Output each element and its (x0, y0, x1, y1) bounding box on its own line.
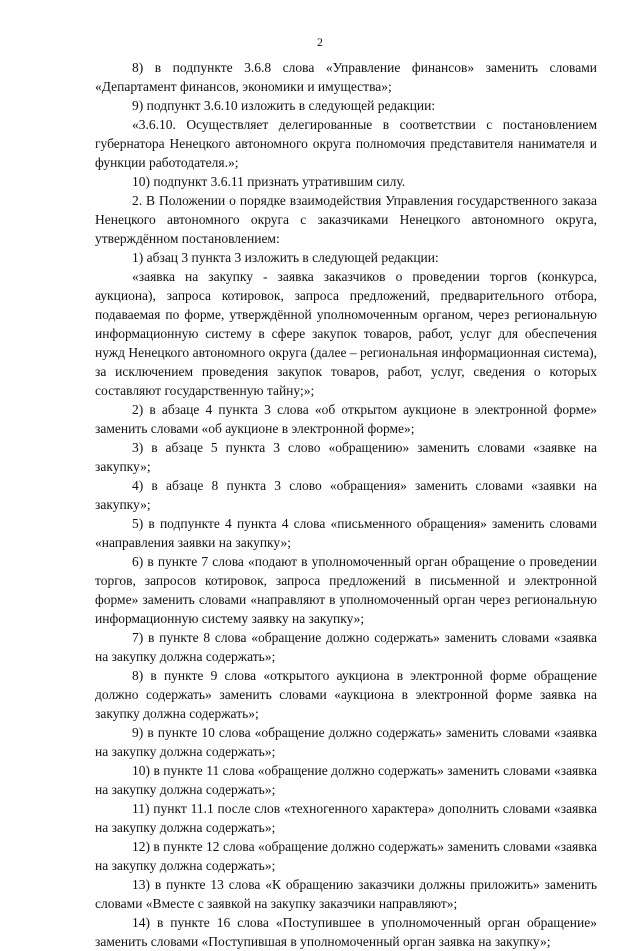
section-paragraph: 2. В Положении о порядке взаимодействия Управления государственного заказа Ненецкого автономного округа с заказчиками Ненецкого автономного округа, утверждённом постановлением: (95, 193, 597, 246)
amendment-paragraph: 11) пункт 11.1 после слов «техногенного характера» дополнить словами «заявка на закупку должна содержать»; (95, 801, 597, 835)
amendment-paragraph: 13) в пункте 13 слова «К обращению заказчики должны приложить» заменить словами «Вместе с заявкой на закупку заказчики направляют»; (95, 877, 597, 911)
amendment-paragraph: 8) в подпункте 3.6.8 слова «Управление финансов» заменить словами «Департамент финансов, экономики и имущества»; (95, 60, 597, 94)
amendment-paragraph: 1) абзац 3 пункта 3 изложить в следующей редакции: (132, 250, 439, 265)
amendment-paragraph: 9) подпункт 3.6.10 изложить в следующей редакции: (132, 98, 436, 113)
amendment-paragraph: 4) в абзаце 8 пункта 3 слово «обращения» заменить словами «заявки на закупку»; (95, 478, 597, 512)
amendment-paragraph: 2) в абзаце 4 пункта 3 слова «об открытом аукционе в электронной форме» заменить словами «об аукционе в электронной форме»; (95, 402, 597, 436)
amendment-paragraph: 10) в пункте 11 слова «обращение должно содержать» заменить словами «заявка на закупку должна содержать»; (95, 763, 597, 797)
amendment-paragraph: 12) в пункте 12 слова «обращение должно содержать» заменить словами «заявка на закупку должна содержать»; (95, 839, 597, 873)
quoted-text-paragraph: «заявка на закупку - заявка заказчиков о проведении торгов (конкурса, аукциона), запроса котировок, запроса предложений, предварительного отбора, подаваемая по форме, утверждённой уполномоченным органом, через региональную информационную систему в сфере закупок товаров, работ, услуг для обеспечения нужд Ненецкого автономного округа (далее – региональная информационная система), за исключением проведения закупок товаров, работ, услуг, сведения о которых составляют государственную тайну;»; (95, 269, 597, 398)
amendment-paragraph: 10) подпункт 3.6.11 признать утратившим силу. (132, 174, 406, 189)
document-body (95, 58, 597, 951)
amendment-paragraph: 7) в пункте 8 слова «обращение должно содержать» заменить словами «заявка на закупку должна содержать»; (95, 630, 597, 664)
amendment-paragraph: 8) в пункте 9 слова «открытого аукциона в электронной форме обращение должно содержать» заменить словами «аукциона в электронной форме заявка на закупку должна содержать»; (95, 668, 597, 721)
page-number: 2 (317, 35, 323, 49)
amendment-paragraph: 3) в абзаце 5 пункта 3 слово «обращению» заменить словами «заявке на закупку»; (95, 440, 597, 474)
amendment-paragraph: 9) в пункте 10 слова «обращение должно содержать» заменить словами «заявка на закупку должна содержать»; (95, 725, 597, 759)
amendment-paragraph: 5) в подпункте 4 пункта 4 слова «письменного обращения» заменить словами «направления заявки на закупку»; (95, 516, 597, 550)
amendment-paragraph: 6) в пункте 7 слова «подают в уполномоченный орган обращение о проведении торгов, запросов котировок, запроса предложений в письменной и электронной форме» заменить словами «направляют в уполномоченный орган через региональную информационную систему заявку на закупку»; (95, 554, 597, 626)
amendment-paragraph: 14) в пункте 16 слова «Поступившее в уполномоченный орган обращение» заменить словами «Поступившая в уполномоченный орган заявка на закупку»; (95, 915, 597, 949)
quoted-text-paragraph: «3.6.10. Осуществляет делегированные в соответствии с постановлением губернатора Ненецкого автономного округа полномочия представителя нанимателя и функции работодателя.»; (95, 117, 597, 170)
